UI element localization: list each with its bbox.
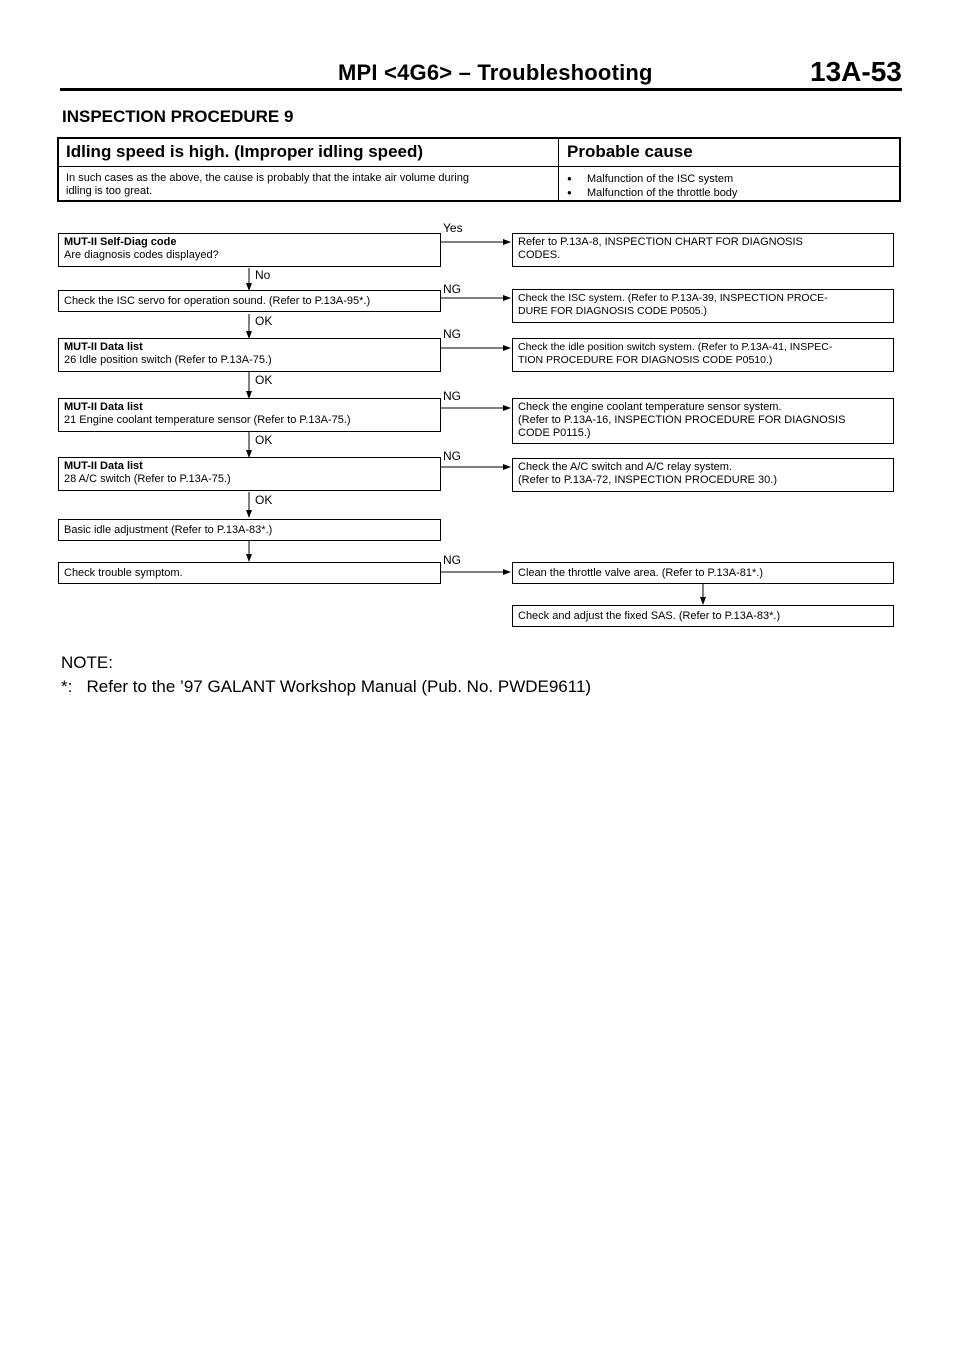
note-block [61, 651, 591, 699]
step-ac-switch: MUT-II Data list 28 A/C switch (Refer to P.13A-75.) [58, 457, 441, 491]
note-text: *: Refer to the ’97 GALANT Workshop Manual (Pub. No. PWDE9611) [61, 677, 592, 696]
step-isc-servo-check: Check the ISC servo for operation sound. (Refer to P.13A-95*.) [58, 290, 441, 312]
label-ng: NG [443, 553, 461, 567]
symptom-heading: Idling speed is high. (Improper idling speed) [66, 142, 424, 161]
probable-cause-heading: Probable cause [567, 142, 693, 161]
step-coolant-temp-sensor: MUT-II Data list 21 Engine coolant temperature sensor (Refer to P.13A-75.) [58, 398, 441, 432]
label-ok: OK [255, 373, 273, 387]
result-ac-switch-relay-system: Check the A/C switch and A/C relay system. (Refer to P.13A-72, INSPECTION PROCEDURE 30.) [512, 458, 894, 492]
header-title: MPI <4G6> – Troubleshooting [338, 60, 653, 85]
page-number: 13A-53 [810, 56, 902, 87]
label-no: No [255, 268, 271, 282]
result-coolant-temp-sensor-system: Check the engine coolant temperature sensor system. (Refer to P.13A-16, INSPECTION PROCEDURE FOR DIAGNOSIS CODE P0115.) [512, 398, 894, 444]
result-adjust-fixed-sas: Check and adjust the fixed SAS. (Refer to P.13A-83*.) [512, 605, 894, 627]
symptom-description: In such cases as the above, the cause is probably that the intake air volume during idling is too great. [66, 172, 469, 197]
step-idle-position-switch: MUT-II Data list 26 Idle position switch (Refer to P.13A-75.) [58, 338, 441, 372]
note-heading: NOTE: [61, 653, 113, 672]
label-ng: NG [443, 282, 461, 296]
result-isc-system: Check the ISC system. (Refer to P.13A-39, INSPECTION PROCE- DURE FOR DIAGNOSIS CODE P0505.) [512, 289, 894, 323]
label-yes: Yes [443, 221, 463, 235]
label-ok: OK [255, 493, 273, 507]
label-ng: NG [443, 389, 461, 403]
result-idle-position-switch-system: Check the idle position switch system. (Refer to P.13A-41, INSPEC- TION PROCEDURE FOR DIAGNOSIS CODE P0510.) [512, 338, 894, 372]
procedure-title: INSPECTION PROCEDURE 9 [62, 107, 294, 126]
step-basic-idle-adjustment: Basic idle adjustment (Refer to P.13A-83*.) [58, 519, 441, 541]
result-inspection-chart: Refer to P.13A-8, INSPECTION CHART FOR DIAGNOSIS CODES. [512, 233, 894, 267]
label-ng: NG [443, 449, 461, 463]
result-clean-throttle-valve: Clean the throttle valve area. (Refer to P.13A-81*.) [512, 562, 894, 584]
cause-item: ● Malfunction of the throttle body [567, 186, 737, 200]
label-ok: OK [255, 433, 273, 447]
step-check-trouble-symptom: Check trouble symptom. [58, 562, 441, 584]
cause-item: ● Malfunction of the ISC system [567, 172, 737, 186]
label-ok: OK [255, 314, 273, 328]
step-self-diag: MUT-II Self-Diag code Are diagnosis codes displayed? [58, 233, 441, 267]
label-ng: NG [443, 327, 461, 341]
